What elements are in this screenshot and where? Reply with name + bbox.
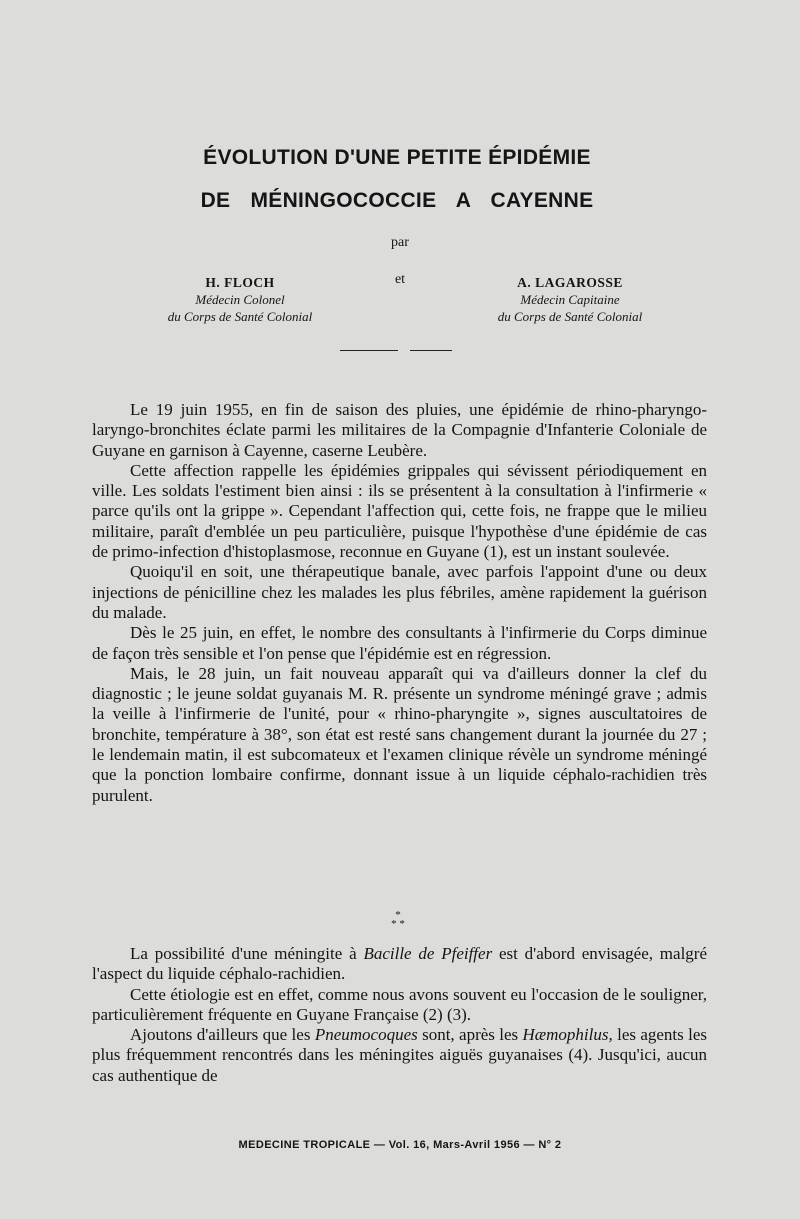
paragraph: Cette affection rappelle les épidémies grippales qui sévissent périodiquement en ville. Les soldats l'estiment bien ainsi : ils se présentent à la consultation à l'infirmerie « parce qu'ils ont la grippe ». Cependant l'affection qui, cette fois, ne frappe que le milieu militaire, paraît d'emblée un peu particulière, puisque l'hypothèse d'une épidémie de cas de primo-infection d'histoplasmose, reconnue en Guyane (1), est un instant soulevée. [92,460,707,562]
section-asterism: * * * [391,909,405,930]
author-corps: du Corps de Santé Colonial [497,309,643,324]
author-corps: du Corps de Santé Colonial [167,309,313,324]
divider-gap [398,350,410,351]
text-span: les agents les plus fréquemment rencontrés dans les méningites aiguës guyanaises (4). Jusqu'ici, aucun cas authentique de [92,1025,708,1085]
author-name: H. FLOCH [205,275,275,290]
text-span: Ajoutons d'ailleurs que les [130,1025,315,1045]
author-rank: Médecin Colonel [195,292,285,307]
author-rank: Médecin Capitaine [520,292,620,307]
text-span: sont, après les [417,1025,523,1045]
paragraph [92,944,707,985]
body-section-2 [92,944,707,1086]
author-name: A. LAGAROSSE [517,275,623,290]
italic-term: Hæmophilus, [522,1025,613,1045]
article-title-line2: DE MÉNINGOCOCCIE A CAYENNE [200,189,594,212]
journal-footer: MEDECINE TROPICALE — Vol. 16, Mars-Avril 1956 — N° 2 [238,1139,562,1151]
byline-par: par [391,235,409,250]
paragraph [92,985,707,1026]
byline-et: et [394,272,406,287]
article-title-line1: ÉVOLUTION D'UNE PETITE ÉPIDÉMIE [203,146,591,169]
paragraph: Dès le 25 juin, en effet, le nombre des consultants à l'infirmerie du Corps diminue de façon très sensible et l'on pense que l'épidémie est en régression. [92,623,707,663]
paragraph: Le 19 juin 1955, en fin de saison des pluies, une épidémie de rhino-pharyngo-laryngo-bronchites éclate parmi les militaires de la Compagnie d'Infanterie Coloniale de Guyane en garnison à Cayenne, caserne Leubère. [92,400,707,460]
text-span: est d'abord envisagée, malgré l'aspect du liquide céphalo-rachidien. [92,944,707,984]
paragraph [92,1025,707,1086]
body-section-1 [92,400,707,806]
author-block-2 [440,274,700,325]
italic-term: Bacille de Pfeiffer [363,944,493,963]
divider-rule [340,350,452,351]
paragraph: Quoiqu'il en soit, une thérapeutique banale, avec parfois l'appoint d'une ou deux injections de pénicilline chez les malades les plus fébriles, amène rapidement la guérison du malade. [92,562,707,622]
italic-term: Pneumocoques [314,1025,418,1045]
author-block-1 [110,274,370,325]
paragraph: Mais, le 28 juin, un fait nouveau apparaît qui va d'ailleurs donner la clef du diagnostic ; le jeune soldat guyanais M. R. présente un syndrome méningé grave ; admis la veille à l'infirmerie de l'unité, pour « rhino-pharyngite », signes auscultatoires de bronchite, température à 38°, son état est resté sans changement durant la journée du 27 ; le lendemain matin, il est subcomateux et l'examen clinique révèle un syndrome méningé que la ponction lombaire confirme, donnant issue à un liquide céphalo-rachidien très purulent. [92,663,707,805]
text-span: La possibilité d'une méningite à [130,944,364,963]
text-span: Cette étiologie est en effet, comme nous avons souvent eu l'occasion de le souligner, particulièrement fréquente en Guyane Française (2) (3). [92,984,707,1024]
